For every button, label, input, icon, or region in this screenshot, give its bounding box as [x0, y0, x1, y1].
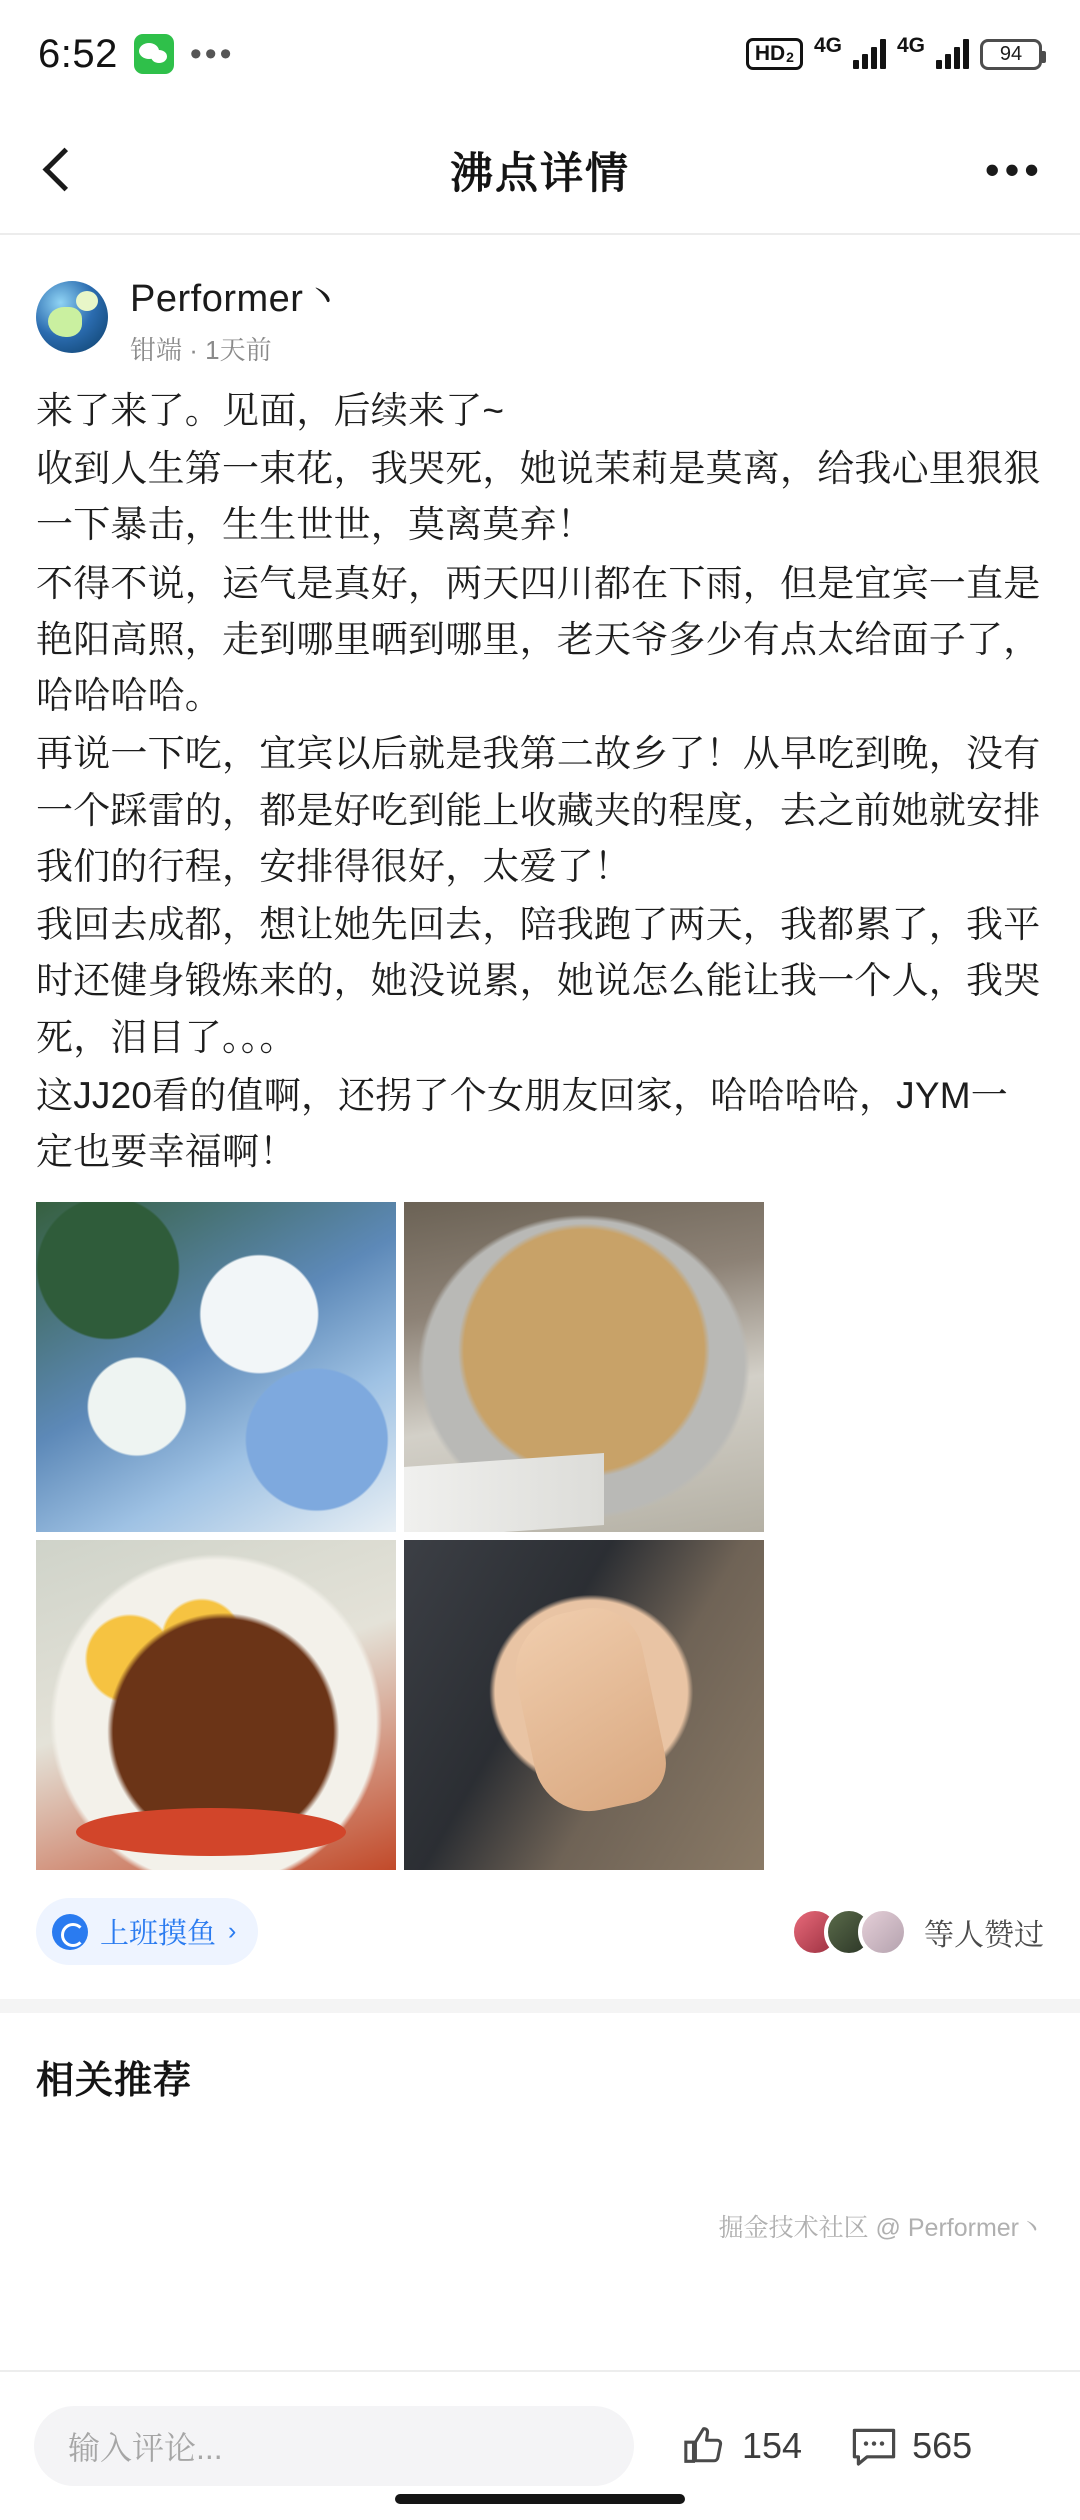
post-paragraph: 这JJ20看的值啊，还拐了个女朋友回家，哈哈哈哈，JYM一定也要幸福啊！: [36, 1074, 1008, 1173]
like-action[interactable]: [682, 2423, 802, 2469]
status-bar-right: [746, 34, 1042, 70]
network-label-2: 4G: [896, 34, 925, 57]
photo-salad[interactable]: [404, 1202, 764, 1532]
signal-bars-1-icon: [853, 39, 886, 69]
comment-input[interactable]: [34, 2406, 634, 2486]
tag-row: [0, 1870, 1080, 1965]
comment-count: 565: [912, 2425, 973, 2466]
author-name[interactable]: Performer丶: [130, 278, 342, 320]
hd-sub: 2: [786, 49, 794, 65]
author-meta: [130, 267, 342, 367]
post-paragraph: 我回去成都，想让她先回去，陪我跑了两天，我都累了，我平时还健身锻炼来的，她没说累，她说怎么能让我一个人，我哭死，泪目了。。。: [36, 904, 1041, 1058]
navigation-bar: [0, 108, 1080, 233]
topic-icon: [52, 1914, 88, 1950]
watermark: 掘金技术社区 @ Performer丶: [718, 2214, 1044, 2242]
topic-tag[interactable]: [36, 1898, 258, 1965]
comment-placeholder: 输入评论...: [68, 2430, 223, 2466]
post-paragraph: 不得不说，运气是真好，两天四川都在下雨，但是宜宾一直是艳阳高照，走到哪里晒到哪里，老天爷多少有点太给面子了，哈哈哈哈。: [36, 562, 1041, 717]
home-indicator[interactable]: [395, 2494, 685, 2504]
author-row[interactable]: [0, 235, 1080, 373]
signal-bars-2-icon: [936, 39, 969, 69]
post-paragraph: 来了来了。见面，后续来了~: [36, 390, 505, 431]
battery-level: 94: [999, 42, 1023, 65]
thumbs-up-icon: [682, 2423, 728, 2469]
avatar[interactable]: [36, 281, 108, 353]
hd-label: HD: [754, 42, 786, 65]
likers-label: 等人赞过: [924, 1918, 1044, 1952]
photo-hands[interactable]: [404, 1540, 764, 1870]
post-content: [0, 235, 1080, 2370]
likers-avatars[interactable]: [790, 1907, 1044, 1957]
hd-icon: [746, 38, 803, 70]
post-paragraph: 再说一下吃，宜宾以后就是我第二故乡了！从早吃到晚，没有一个踩雷的，都是好吃到能上收藏夹的程度，去之前她就安排我们的行程，安排得很好，太爱了！: [36, 733, 1041, 887]
post-text: [0, 373, 1080, 1180]
comment-action[interactable]: [850, 2424, 972, 2468]
chevron-right-icon: ›: [228, 1917, 237, 1946]
status-bar-left: [38, 32, 235, 77]
more-options-icon[interactable]: •••: [984, 146, 1044, 194]
photo-rice[interactable]: [36, 1540, 396, 1870]
status-time: 6:52: [38, 31, 118, 76]
author-subtitle: 钳端 · 1天前: [130, 335, 272, 365]
photo-flowers[interactable]: [36, 1202, 396, 1532]
wechat-icon: [134, 34, 174, 74]
comment-icon: [850, 2424, 898, 2468]
page-title: 沸点详情: [450, 150, 630, 198]
like-count: 154: [742, 2425, 803, 2466]
battery-icon: [980, 39, 1042, 70]
section-divider: [0, 1999, 1080, 2013]
status-bar: [0, 0, 1080, 108]
topic-label: 上班摸鱼: [100, 1918, 217, 1951]
status-more-dots: •••: [189, 35, 235, 73]
post-paragraph: 收到人生第一束花，我哭死，她说茉莉是莫离，给我心里狠狠一下暴击，生生世世，莫离莫弃！: [36, 448, 1041, 546]
image-grid: [36, 1202, 764, 1870]
liker-avatar: [858, 1907, 908, 1957]
network-label-1: 4G: [813, 34, 842, 57]
recommend-section-title: 相关推荐: [36, 2060, 193, 2103]
